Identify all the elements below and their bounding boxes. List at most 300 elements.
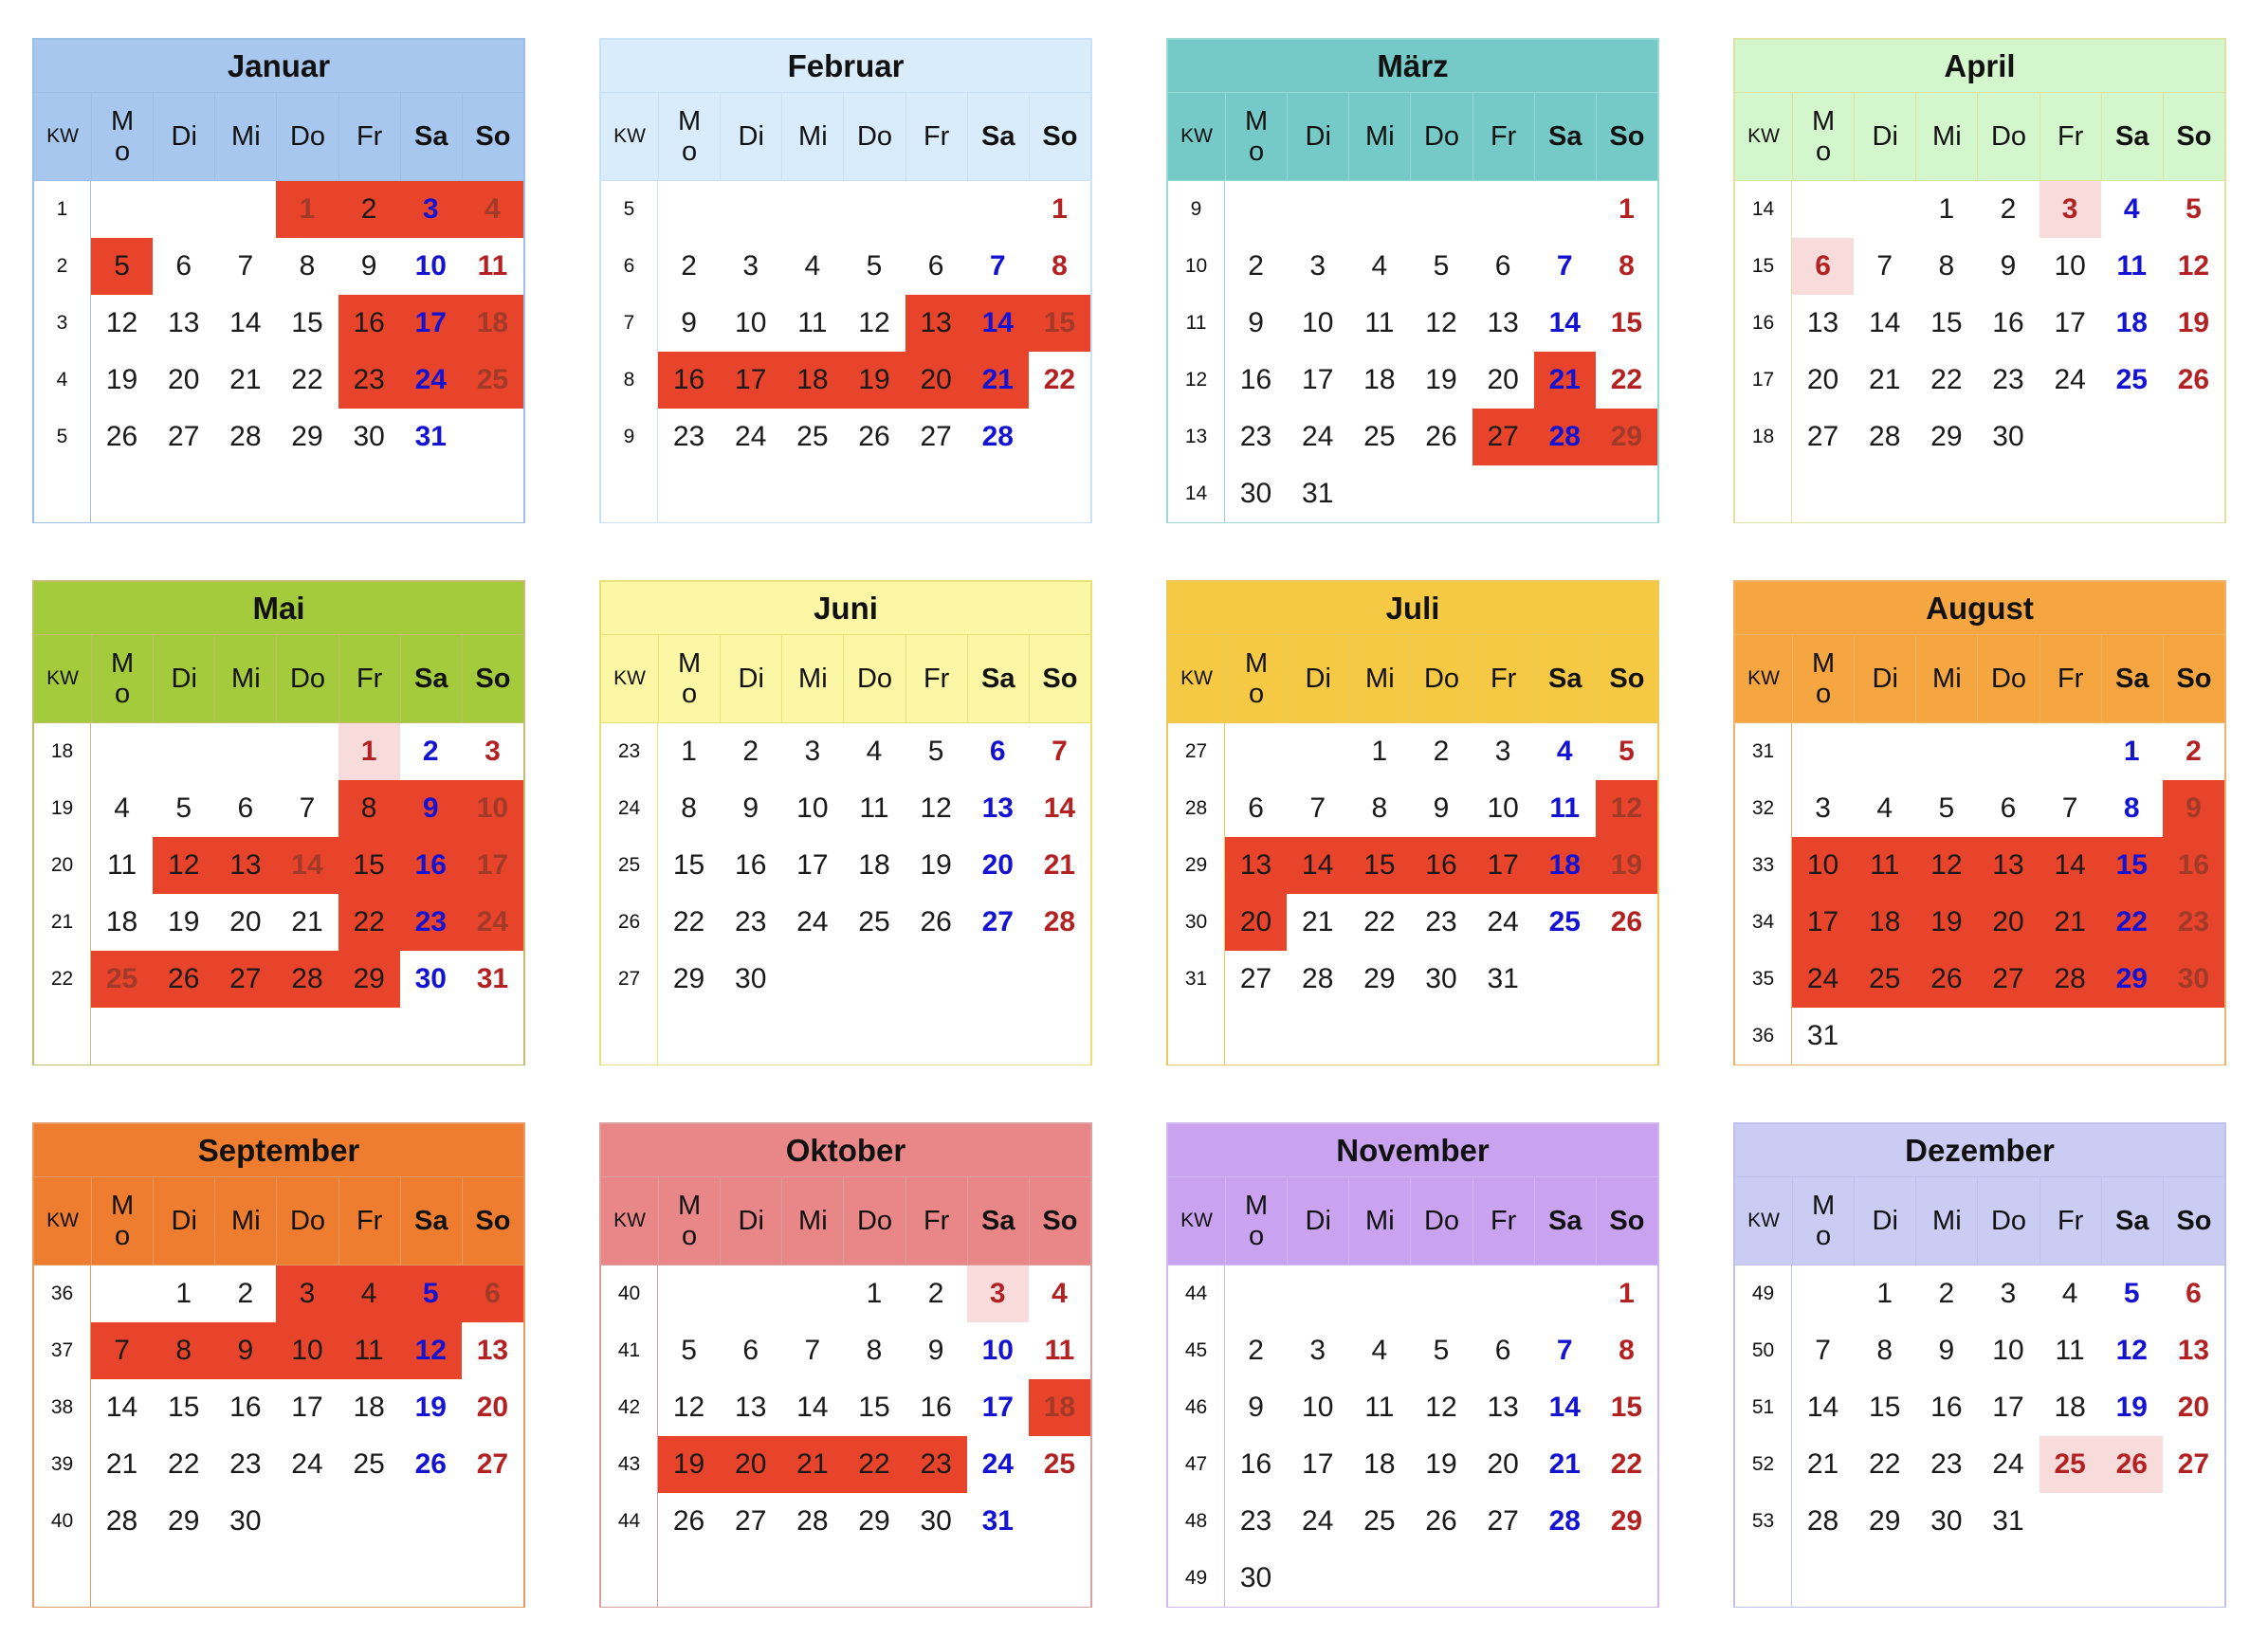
day-cell: 14 — [1548, 307, 1581, 338]
kw-number: 43 — [601, 1436, 658, 1493]
weekday-header — [1596, 1177, 1657, 1265]
day-cell — [720, 1008, 781, 1065]
weekday-header — [338, 93, 400, 180]
day-cell: 31 — [1487, 963, 1519, 994]
day-cell — [720, 1265, 781, 1322]
weekday-header-label: Mi — [1365, 120, 1395, 152]
day-cell: 23 — [400, 894, 462, 951]
weekday-header-label: Di — [738, 663, 764, 694]
day-cell: 24 — [1487, 906, 1519, 937]
day-cell: 18 — [1854, 894, 1915, 951]
kw-number: 40 — [34, 1493, 91, 1550]
weekday-header — [400, 1177, 462, 1265]
weekday-header — [1854, 93, 1915, 180]
weekday-header — [2039, 1177, 2101, 1265]
day-cell: 26 — [920, 906, 952, 937]
day-cell: 9 — [1433, 792, 1450, 824]
day-cell: 16 — [400, 837, 462, 894]
day-cell: 28 — [276, 951, 338, 1008]
day-cell — [1792, 723, 1854, 780]
weekday-header-label: Fr — [923, 663, 950, 694]
day-cell — [1854, 1008, 1915, 1065]
day-cell: 1 — [1371, 736, 1388, 767]
weekday-header-label: Mi — [231, 120, 261, 152]
day-cell: 21 — [1806, 1448, 1839, 1480]
day-cell — [2039, 465, 2101, 522]
month-april — [1733, 38, 2226, 523]
kw-number: 19 — [34, 780, 91, 837]
kw-number: 48 — [1168, 1493, 1225, 1550]
weekday-header — [1534, 93, 1596, 180]
day-cell: 10 — [2054, 250, 2086, 282]
day-cell: 5 — [1938, 792, 1955, 824]
day-cell: 9 — [681, 307, 697, 338]
kw-number: 40 — [601, 1265, 658, 1322]
day-cell — [1225, 1008, 1287, 1065]
day-cell: 17 — [1792, 894, 1854, 951]
day-cell: 23 — [1992, 364, 2024, 395]
month-title: März — [1168, 40, 1657, 93]
day-cell: 9 — [2000, 250, 2017, 282]
day-cell — [781, 465, 843, 522]
day-cell — [1472, 1550, 1534, 1607]
day-cell: 25 — [2115, 364, 2148, 395]
day-cell: 31 — [1992, 1505, 2024, 1537]
day-cell: 8 — [1371, 792, 1388, 824]
day-cell: 1 — [1619, 193, 1635, 225]
day-cell — [2163, 1008, 2224, 1065]
day-cell — [91, 465, 153, 522]
day-cell: 31 — [1302, 478, 1334, 509]
day-cell: 25 — [2039, 1436, 2101, 1493]
day-cell: 11 — [338, 1322, 400, 1379]
day-cell — [1915, 723, 1977, 780]
day-cell: 22 — [1610, 364, 1643, 395]
weekday-header-row — [601, 635, 1090, 723]
day-cell: 29 — [1363, 963, 1396, 994]
day-cell: 22 — [1043, 364, 1076, 395]
weekday-header-label: Sa — [1548, 663, 1582, 694]
day-cell: 10 — [1302, 307, 1334, 338]
day-cell: 21 — [1548, 1448, 1581, 1480]
weekday-header — [1287, 635, 1348, 722]
day-cell — [1915, 1008, 1977, 1065]
weekday-header — [276, 635, 338, 722]
day-cell: 27 — [2177, 1448, 2210, 1480]
day-cell: 30 — [735, 963, 767, 994]
day-cell — [338, 1493, 400, 1550]
month-body — [34, 181, 523, 522]
weekday-header-label: Fr — [356, 120, 383, 152]
day-cell: 26 — [105, 421, 138, 452]
weekday-header-label: Di — [1305, 120, 1331, 152]
day-cell: 26 — [2177, 364, 2210, 395]
day-cell: 8 — [1052, 250, 1068, 282]
day-cell — [905, 951, 967, 1008]
day-cell: 13 — [1806, 307, 1839, 338]
day-cell: 13 — [2177, 1335, 2210, 1366]
kw-number: 51 — [1735, 1379, 1792, 1436]
day-cell: 16 — [1930, 1392, 1963, 1423]
day-cell — [1287, 723, 1348, 780]
day-cell — [2163, 409, 2224, 465]
month-title: Mai — [34, 582, 523, 635]
day-cell: 24 — [2054, 364, 2086, 395]
day-cell: 28 — [1043, 906, 1076, 937]
weekday-header-row — [1735, 635, 2224, 723]
weekday-header — [214, 635, 276, 722]
kw-number: 11 — [1168, 295, 1225, 352]
day-cell: 12 — [1425, 1392, 1457, 1423]
day-cell: 30 — [2163, 951, 2224, 1008]
weekday-header-label: Di — [1872, 663, 1898, 694]
day-cell — [967, 465, 1029, 522]
kw-column-header: KW — [1747, 667, 1780, 689]
kw-number: 27 — [1168, 723, 1225, 780]
weekday-header-row — [1168, 93, 1657, 181]
kw-number: 29 — [1168, 837, 1225, 894]
kw-number: 10 — [1168, 238, 1225, 295]
day-cell: 21 — [229, 364, 262, 395]
kw-number — [601, 1008, 658, 1065]
weekday-header-label: So — [1609, 120, 1645, 152]
weekday-header — [1792, 1177, 1854, 1265]
weekday-header — [2101, 1177, 2163, 1265]
day-cell: 12 — [1915, 837, 1977, 894]
weekday-header-label: Fr — [923, 1205, 950, 1236]
day-cell: 14 — [2039, 837, 2101, 894]
day-cell: 15 — [168, 1392, 200, 1423]
kw-number: 30 — [1168, 894, 1225, 951]
day-cell — [843, 465, 905, 522]
day-cell: 28 — [2039, 951, 2101, 1008]
day-cell: 9 — [1248, 307, 1264, 338]
day-cell: 29 — [1869, 1505, 1901, 1537]
day-cell: 24 — [1992, 1448, 2024, 1480]
day-cell — [214, 723, 276, 780]
day-cell: 23 — [1239, 1505, 1272, 1537]
kw-column-header: KW — [1747, 1210, 1780, 1231]
weekday-header-row — [34, 635, 523, 723]
day-cell: 14 — [1869, 307, 1901, 338]
kw-number: 46 — [1168, 1379, 1225, 1436]
weekday-header-label: Do — [289, 1205, 326, 1236]
day-cell: 19 — [843, 352, 905, 409]
weekday-header-label: Mo — [677, 1190, 702, 1251]
day-cell: 25 — [353, 1448, 385, 1480]
day-cell: 22 — [672, 906, 705, 937]
day-cell: 28 — [981, 421, 1014, 452]
day-cell: 27 — [920, 421, 952, 452]
day-cell: 18 — [858, 849, 890, 881]
kw-number — [1735, 465, 1792, 522]
day-cell: 17 — [981, 1392, 1014, 1423]
day-cell: 19 — [168, 906, 200, 937]
weekday-header — [1915, 635, 1977, 722]
day-cell — [1854, 1550, 1915, 1607]
weekday-header-label: So — [475, 120, 511, 152]
day-cell — [1534, 1550, 1596, 1607]
day-cell — [1915, 1550, 1977, 1607]
day-cell — [843, 181, 905, 238]
weekday-header-label: Do — [856, 120, 893, 152]
kw-column-header: KW — [46, 125, 79, 147]
day-cell: 14 — [229, 307, 262, 338]
day-cell: 25 — [796, 421, 829, 452]
day-cell — [276, 1493, 338, 1550]
weekday-header — [2101, 93, 2163, 180]
day-cell: 15 — [1610, 307, 1643, 338]
day-cell: 12 — [2177, 250, 2210, 282]
kw-column-header: KW — [1747, 125, 1780, 147]
month-title: Januar — [34, 40, 523, 93]
kw-number: 9 — [601, 409, 658, 465]
month-body — [1735, 723, 2224, 1065]
day-cell: 26 — [1915, 951, 1977, 1008]
weekday-header-label: Do — [1990, 1205, 2027, 1236]
weekday-header — [276, 93, 338, 180]
kw-number: 14 — [1735, 181, 1792, 238]
weekday-header — [1534, 635, 1596, 722]
day-cell: 10 — [796, 792, 829, 824]
month-body — [1735, 1265, 2224, 1607]
day-cell: 12 — [858, 307, 890, 338]
day-cell: 20 — [2177, 1392, 2210, 1423]
day-cell: 19 — [1425, 364, 1457, 395]
day-cell: 22 — [1930, 364, 1963, 395]
day-cell: 21 — [781, 1436, 843, 1493]
day-cell: 15 — [858, 1392, 890, 1423]
kw-number: 14 — [1168, 465, 1225, 522]
month-body — [1168, 723, 1657, 1065]
kw-number: 24 — [601, 780, 658, 837]
day-cell — [1029, 1008, 1090, 1065]
weekday-header — [214, 93, 276, 180]
weekday-header — [1348, 93, 1410, 180]
day-cell — [1854, 181, 1915, 238]
kw-number: 34 — [1735, 894, 1792, 951]
day-cell: 11 — [1044, 1335, 1075, 1366]
kw-number: 27 — [601, 951, 658, 1008]
day-cell: 18 — [1363, 1448, 1396, 1480]
day-cell — [338, 1008, 400, 1065]
month-title: Juni — [601, 582, 1090, 635]
day-cell: 4 — [1876, 792, 1893, 824]
day-cell: 15 — [1029, 295, 1090, 352]
day-cell: 21 — [1302, 906, 1334, 937]
weekday-header — [1854, 635, 1915, 722]
weekday-header-row — [1735, 1177, 2224, 1265]
day-cell: 1 — [276, 181, 338, 238]
month-juli — [1166, 580, 1659, 1065]
day-cell: 11 — [1364, 307, 1395, 338]
day-cell: 3 — [967, 1265, 1029, 1322]
day-cell: 15 — [291, 307, 323, 338]
day-cell: 18 — [1029, 1379, 1090, 1436]
weekday-header-label: Fr — [356, 1205, 383, 1236]
weekday-header — [720, 1177, 781, 1265]
weekday-header-label: Mo — [1811, 1190, 1836, 1251]
day-cell: 29 — [2101, 951, 2163, 1008]
weekday-header — [905, 93, 967, 180]
kw-number: 7 — [601, 295, 658, 352]
day-cell: 27 — [1806, 421, 1839, 452]
day-cell: 27 — [168, 421, 200, 452]
day-cell: 25 — [91, 951, 153, 1008]
weekday-header-label: So — [1042, 663, 1078, 694]
kw-number: 45 — [1168, 1322, 1225, 1379]
weekday-header-label: Mo — [1244, 105, 1269, 167]
day-cell: 20 — [476, 1392, 509, 1423]
day-cell — [1534, 1008, 1596, 1065]
day-cell: 7 — [989, 250, 1006, 282]
weekday-header-label: Di — [171, 1205, 197, 1236]
day-cell — [153, 1550, 214, 1607]
weekday-header-label: Di — [1872, 1205, 1898, 1236]
day-cell — [276, 1008, 338, 1065]
day-cell: 26 — [2101, 1436, 2163, 1493]
weekday-header — [1410, 635, 1472, 722]
weekday-header — [843, 635, 905, 722]
day-cell: 11 — [797, 307, 828, 338]
day-cell — [1596, 1550, 1657, 1607]
day-cell — [1348, 1550, 1410, 1607]
day-cell: 29 — [858, 1505, 890, 1537]
month-november — [1166, 1122, 1659, 1608]
day-cell: 2 — [338, 181, 400, 238]
weekday-header-label: Mo — [1811, 105, 1836, 167]
day-cell: 28 — [1548, 1505, 1581, 1537]
day-cell: 6 — [1494, 1335, 1511, 1366]
month-title: Oktober — [601, 1124, 1090, 1177]
weekday-header — [781, 93, 843, 180]
day-cell — [2039, 1493, 2101, 1550]
day-cell — [1029, 1550, 1090, 1607]
day-cell: 8 — [299, 250, 316, 282]
day-cell: 4 — [1371, 250, 1388, 282]
weekday-header — [1029, 635, 1090, 722]
day-cell: 2 — [681, 250, 697, 282]
day-cell: 17 — [720, 352, 781, 409]
day-cell: 24 — [796, 906, 829, 937]
weekday-header — [2163, 1177, 2224, 1265]
weekday-header — [1348, 635, 1410, 722]
weekday-header — [1792, 635, 1854, 722]
day-cell — [1029, 409, 1090, 465]
day-cell — [720, 181, 781, 238]
day-cell: 20 — [1806, 364, 1839, 395]
day-cell: 25 — [1363, 421, 1396, 452]
day-cell: 22 — [843, 1436, 905, 1493]
day-cell: 7 — [1556, 1335, 1573, 1366]
day-cell: 31 — [981, 1505, 1014, 1537]
day-cell: 28 — [1869, 421, 1901, 452]
day-cell: 13 — [735, 1392, 767, 1423]
weekday-header-label: Mi — [1932, 663, 1962, 694]
day-cell: 10 — [1992, 1335, 2024, 1366]
day-cell: 15 — [1869, 1392, 1901, 1423]
kw-number — [601, 465, 658, 522]
weekday-header-label: Mi — [1365, 1205, 1395, 1236]
day-cell — [905, 465, 967, 522]
month-body — [1168, 1265, 1657, 1607]
day-cell: 10 — [1792, 837, 1854, 894]
day-cell: 1 — [681, 736, 697, 767]
day-cell: 10 — [462, 780, 523, 837]
day-cell: 28 — [796, 1505, 829, 1537]
day-cell — [781, 1265, 843, 1322]
day-cell: 16 — [658, 352, 720, 409]
day-cell: 29 — [291, 421, 323, 452]
day-cell: 11 — [859, 792, 889, 824]
day-cell: 4 — [2061, 1278, 2078, 1309]
kw-column-header: KW — [613, 1210, 646, 1231]
weekday-header-label: Mo — [110, 1190, 135, 1251]
day-cell: 13 — [1225, 837, 1287, 894]
weekday-header — [1596, 93, 1657, 180]
day-cell — [462, 1550, 523, 1607]
day-cell: 7 — [1556, 250, 1573, 282]
kw-column-header: KW — [613, 125, 646, 147]
day-cell: 13 — [168, 307, 200, 338]
weekday-header — [1225, 635, 1287, 722]
day-cell — [462, 1008, 523, 1065]
day-cell: 2 — [2186, 736, 2202, 767]
day-cell — [1472, 181, 1534, 238]
day-cell: 17 — [2054, 307, 2086, 338]
day-cell — [462, 1493, 523, 1550]
day-cell — [1792, 1265, 1854, 1322]
weekday-header — [462, 635, 523, 722]
day-cell — [1534, 181, 1596, 238]
day-cell: 19 — [1596, 837, 1657, 894]
kw-number: 31 — [1735, 723, 1792, 780]
day-cell: 18 — [2054, 1392, 2086, 1423]
day-cell: 30 — [229, 1505, 262, 1537]
day-cell — [1472, 465, 1534, 522]
weekday-header-label: Di — [738, 1205, 764, 1236]
month-body — [601, 181, 1090, 522]
day-cell: 6 — [2000, 792, 2017, 824]
day-cell: 9 — [360, 250, 377, 282]
kw-number: 13 — [1168, 409, 1225, 465]
day-cell — [153, 181, 214, 238]
kw-number: 15 — [1735, 238, 1792, 295]
day-cell: 23 — [338, 352, 400, 409]
day-cell — [781, 181, 843, 238]
weekday-header-label: Di — [1305, 1205, 1331, 1236]
weekday-header-row — [601, 1177, 1090, 1265]
day-cell — [276, 723, 338, 780]
kw-number: 28 — [1168, 780, 1225, 837]
month-title: April — [1735, 40, 2224, 93]
month-februar — [599, 38, 1092, 523]
kw-number — [34, 465, 91, 522]
weekday-header-label: Fr — [2057, 120, 2084, 152]
weekday-header-label: Do — [856, 1205, 893, 1236]
kw-number: 37 — [34, 1322, 91, 1379]
day-cell — [91, 181, 153, 238]
kw-number: 23 — [601, 723, 658, 780]
day-cell: 24 — [462, 894, 523, 951]
day-cell — [967, 1550, 1029, 1607]
month-august — [1733, 580, 2226, 1065]
weekday-header-label: Sa — [981, 663, 1015, 694]
day-cell: 11 — [1854, 837, 1915, 894]
day-cell — [2101, 1550, 2163, 1607]
weekday-header — [1287, 93, 1348, 180]
day-cell: 30 — [1992, 421, 2024, 452]
